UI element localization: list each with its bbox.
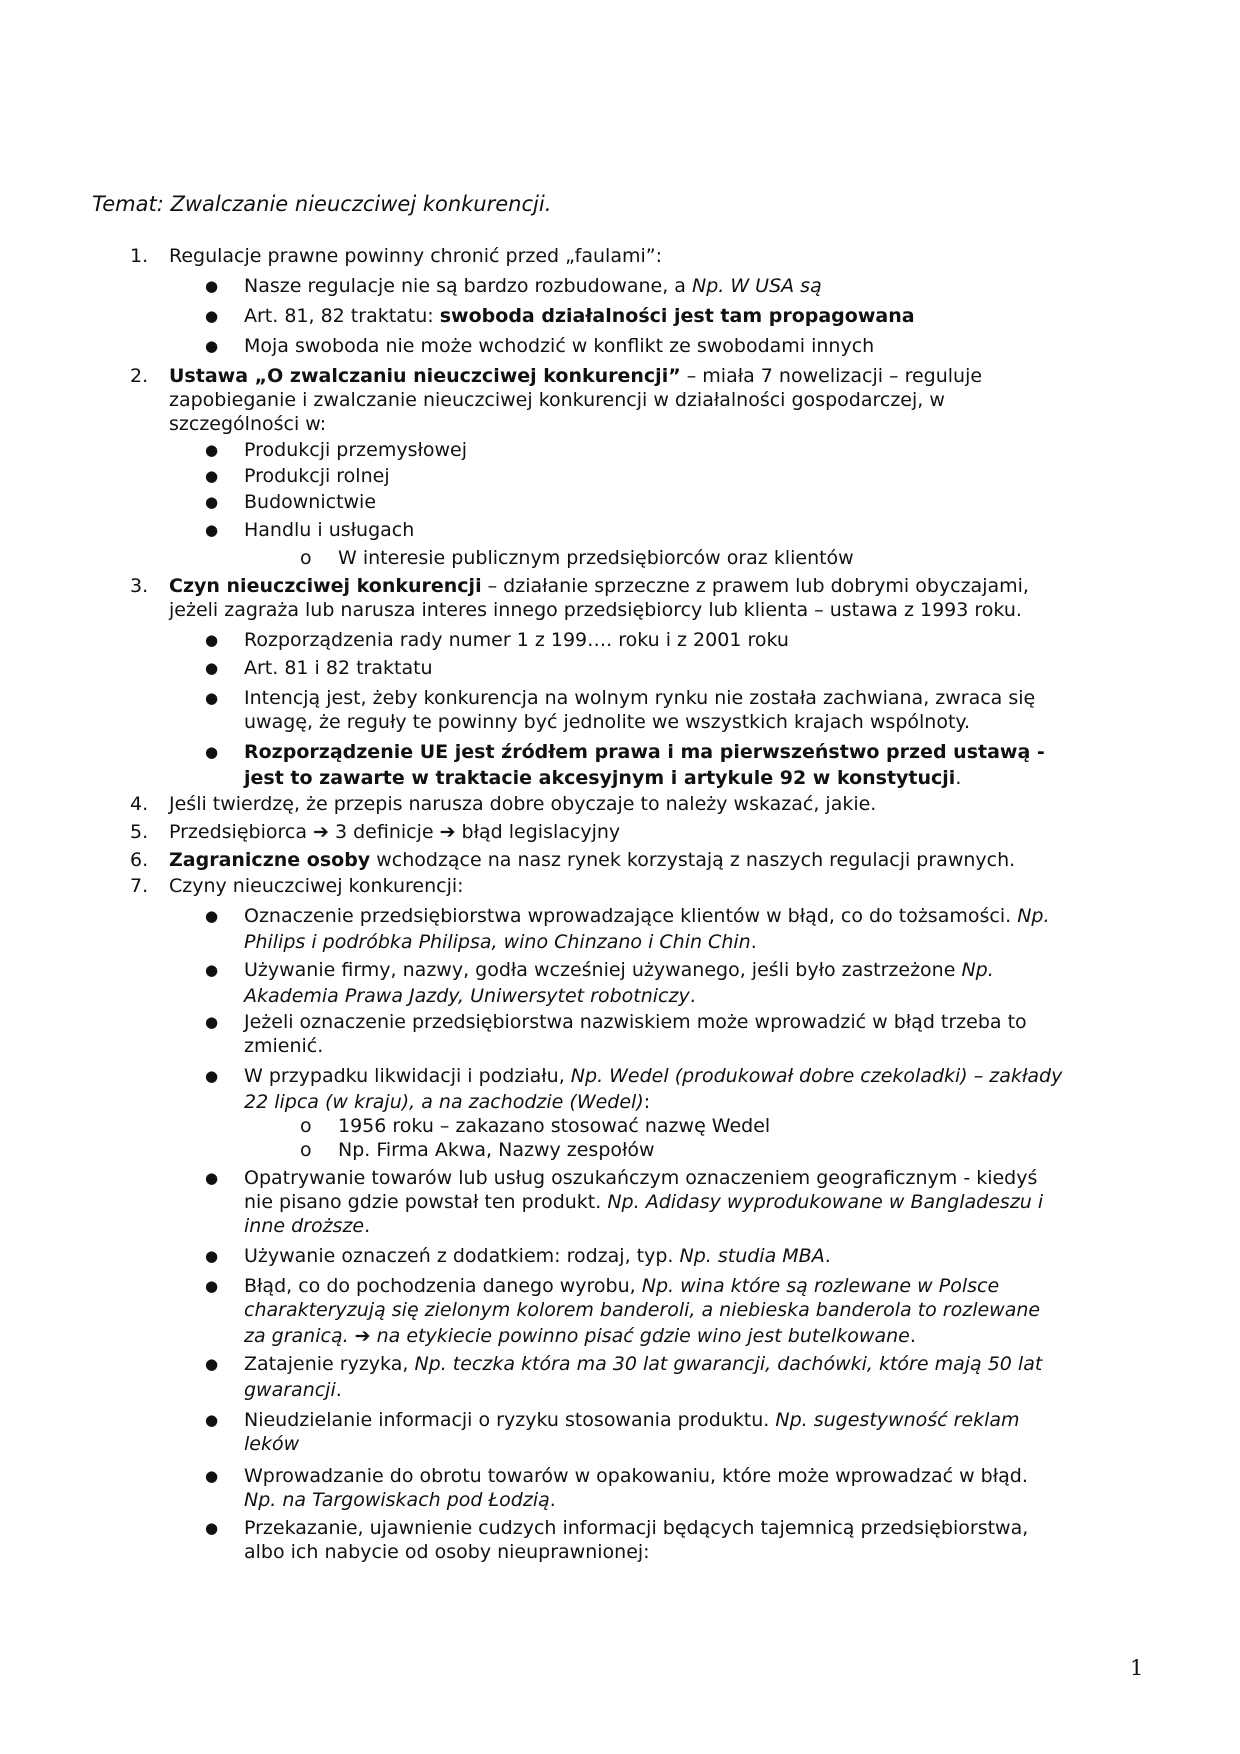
text-run: Oznaczenie przedsiębiorstwa wprowadzające klientów w błąd, co do tożsamości. bbox=[244, 905, 1018, 927]
list-number: 7. bbox=[130, 875, 149, 897]
line-text bbox=[169, 848, 1015, 872]
line-text bbox=[244, 1488, 556, 1512]
text-run: jest to zawarte w traktacie akcesyjnym i artykule 92 w konstytucji bbox=[244, 767, 956, 789]
bullet-icon: ● bbox=[205, 1067, 219, 1085]
bullet-icon: ● bbox=[205, 1013, 219, 1031]
text-run: Ustawa „O zwalczaniu nieuczciwej konkurencji” bbox=[169, 365, 681, 387]
text-run: Używanie firmy, nazwy, godła wcześniej używanego, jeśli było zastrzeżone bbox=[244, 959, 962, 981]
line-text bbox=[244, 304, 915, 328]
text-run: . bbox=[955, 767, 962, 789]
text-run: Jeśli twierdzę, że przepis narusza dobre obyczaje to należy wskazać, jakie. bbox=[169, 793, 877, 815]
text-run: jeżeli zagraża lub narusza interes innego przedsiębiorcy lub klienta – ustawa z 1993 roku. bbox=[169, 599, 1022, 621]
text-run: 22 lipca (w kraju), a na zachodzie (Wedel) bbox=[244, 1091, 644, 1113]
text-run: . bbox=[909, 1325, 916, 1347]
line-text bbox=[244, 686, 1035, 710]
bullet-icon: ● bbox=[205, 659, 219, 677]
text-run: – działanie sprzeczne z prawem lub dobrymi obyczajami, bbox=[481, 575, 1029, 597]
text-run: Błąd, co do pochodzenia danego wyrobu, bbox=[244, 1275, 642, 1297]
bullet-icon: ● bbox=[205, 337, 219, 355]
line-text bbox=[244, 274, 822, 298]
bullet-icon: ● bbox=[205, 1519, 219, 1537]
text-run: uwagę, że reguły te powinny być jednolite we wszystkich krajach wspólnoty. bbox=[244, 711, 970, 733]
bullet-icon: ● bbox=[205, 1467, 219, 1485]
line-text bbox=[244, 1274, 999, 1298]
list-number: 6. bbox=[130, 849, 149, 871]
line-text bbox=[338, 546, 854, 570]
line-text bbox=[244, 1090, 650, 1114]
line-text bbox=[169, 792, 876, 816]
text-run: Handlu i usługach bbox=[244, 519, 415, 541]
text-run: albo ich nabycie od osoby nieuprawnionej: bbox=[244, 1541, 650, 1563]
text-run: Np. bbox=[961, 959, 994, 981]
text-run: Zatajenie ryzyka, bbox=[244, 1353, 415, 1375]
text-run: swoboda działalności jest tam propagowana bbox=[439, 305, 915, 327]
line-text bbox=[244, 464, 390, 488]
text-run: zmienić. bbox=[244, 1035, 324, 1057]
line-text bbox=[244, 628, 789, 652]
line-text bbox=[244, 958, 994, 982]
text-run: Opatrywanie towarów lub usług oszukańczym oznaczeniem geograficznym - kiedyś bbox=[244, 1167, 1038, 1189]
line-text bbox=[244, 766, 961, 790]
line-text bbox=[169, 598, 1022, 622]
text-run: Np. teczka która ma 30 lat gwarancji, dachówki, które mają 50 lat bbox=[414, 1353, 1043, 1375]
sub-bullet-marker: o bbox=[300, 547, 312, 569]
page-title: Temat: Zwalczanie nieuczciwej konkurencji. bbox=[92, 192, 552, 216]
line-text bbox=[244, 1432, 299, 1456]
line-text bbox=[169, 574, 1029, 598]
bullet-icon: ● bbox=[205, 1247, 219, 1265]
text-run: W przypadku likwidacji i podziału, bbox=[244, 1065, 571, 1087]
bullet-icon: ● bbox=[205, 689, 219, 707]
bullet-icon: ● bbox=[205, 521, 219, 539]
bullet-icon: ● bbox=[205, 441, 219, 459]
line-text bbox=[244, 930, 757, 954]
line-text bbox=[169, 820, 620, 844]
bullet-icon: ● bbox=[205, 631, 219, 649]
bullet-icon: ● bbox=[205, 493, 219, 511]
text-run: Philips i podróbka Philipsa, wino Chinzano i Chin Chin bbox=[244, 931, 751, 953]
line-text bbox=[244, 490, 376, 514]
text-run: Np. studia MBA bbox=[679, 1245, 825, 1267]
text-run: Np. wina które są rozlewane w Polsce bbox=[641, 1275, 1000, 1297]
line-text bbox=[244, 1244, 831, 1268]
line-text bbox=[244, 1166, 1037, 1190]
bullet-icon: ● bbox=[205, 743, 219, 761]
line-text bbox=[244, 656, 433, 680]
text-run: . bbox=[689, 985, 696, 1007]
text-run: Art. 81 i 82 traktatu bbox=[244, 657, 433, 679]
text-run: – miała 7 nowelizacji – reguluje bbox=[680, 365, 983, 387]
text-run: Akademia Prawa Jazdy, Uniwersytet robotniczy bbox=[244, 985, 690, 1007]
text-run: 1956 roku – zakazano stosować nazwę Wedel bbox=[338, 1115, 771, 1137]
text-run: Intencją jest, żeby konkurencja na wolnym rynku nie została zachwiana, zwraca się bbox=[244, 687, 1036, 709]
text-run: Np. na Targowiskach pod Łodzią bbox=[244, 1489, 550, 1511]
text-run: Produkcji rolnej bbox=[244, 465, 390, 487]
text-run: Np. bbox=[1017, 905, 1050, 927]
line-text bbox=[338, 1138, 655, 1162]
text-run: Np. W USA są bbox=[691, 275, 822, 297]
line-text bbox=[244, 1010, 1027, 1034]
text-run: . bbox=[824, 1245, 831, 1267]
text-run: szczególności w: bbox=[169, 413, 327, 435]
line-text bbox=[244, 984, 696, 1008]
line-text bbox=[244, 334, 874, 358]
text-run: . bbox=[750, 931, 757, 953]
line-text bbox=[244, 1408, 1020, 1432]
line-text bbox=[244, 1352, 1042, 1376]
text-run: nie pisano gdzie powstał ten produkt. bbox=[244, 1191, 608, 1213]
text-run: leków bbox=[244, 1433, 300, 1455]
bullet-icon: ● bbox=[205, 277, 219, 295]
line-text bbox=[244, 1464, 1028, 1488]
sub-bullet-marker: o bbox=[300, 1139, 312, 1161]
line-text bbox=[244, 1298, 1040, 1322]
text-run: Czyny nieuczciwej konkurencji: bbox=[169, 875, 464, 897]
text-run: Przekazanie, ujawnienie cudzych informacji będących tajemnicą przedsiębiorstwa, bbox=[244, 1517, 1029, 1539]
text-run: . bbox=[549, 1489, 556, 1511]
text-run: W interesie publicznym przedsiębiorców oraz klientów bbox=[338, 547, 854, 569]
text-run: Produkcji przemysłowej bbox=[244, 439, 468, 461]
list-number: 1. bbox=[130, 245, 149, 267]
text-run: inne droższe bbox=[244, 1215, 365, 1237]
line-text bbox=[244, 1324, 916, 1348]
text-run: Używanie oznaczeń z dodatkiem: rodzaj, typ. bbox=[244, 1245, 680, 1267]
line-text bbox=[244, 710, 970, 734]
text-run: za granicą. ➔ na etykiecie powinno pisać gdzie wino jest butelkowane bbox=[244, 1325, 910, 1347]
text-run: Np. sugestywność reklam bbox=[775, 1409, 1020, 1431]
text-run: Rozporządzenia rady numer 1 z 199…. roku i z 2001 roku bbox=[244, 629, 789, 651]
line-text bbox=[244, 1516, 1028, 1540]
text-run: Przedsiębiorca ➔ 3 definicje ➔ błąd legislacyjny bbox=[169, 821, 621, 843]
bullet-icon: ● bbox=[205, 1169, 219, 1187]
line-text bbox=[169, 388, 945, 412]
line-text bbox=[244, 518, 414, 542]
bullet-icon: ● bbox=[205, 307, 219, 325]
line-text bbox=[244, 1034, 323, 1058]
text-run: zapobieganie i zwalczanie nieuczciwej konkurencji w działalności gospodarczej, w bbox=[169, 389, 945, 411]
text-run: . bbox=[335, 1379, 342, 1401]
text-run: . bbox=[364, 1215, 371, 1237]
list-number: 2. bbox=[130, 365, 149, 387]
sub-bullet-marker: o bbox=[300, 1115, 312, 1137]
line-text bbox=[244, 904, 1050, 928]
text-run: Regulacje prawne powinny chronić przed „faulami”: bbox=[169, 245, 662, 267]
text-run: wchodzące na nasz rynek korzystają z naszych regulacji prawnych. bbox=[370, 849, 1016, 871]
text-run: Nieudzielanie informacji o ryzyku stosowania produktu. bbox=[244, 1409, 776, 1431]
text-run: Nasze regulacje nie są bardzo rozbudowane, a bbox=[244, 275, 692, 297]
bullet-icon: ● bbox=[205, 1411, 219, 1429]
bullet-icon: ● bbox=[205, 1277, 219, 1295]
text-run: gwarancji bbox=[244, 1379, 336, 1401]
line-text bbox=[169, 412, 326, 436]
line-text bbox=[244, 438, 467, 462]
bullet-icon: ● bbox=[205, 961, 219, 979]
list-number: 5. bbox=[130, 821, 149, 843]
line-text bbox=[244, 1378, 342, 1402]
line-text bbox=[244, 1064, 1062, 1088]
bullet-icon: ● bbox=[205, 907, 219, 925]
line-text bbox=[244, 1214, 370, 1238]
line-text bbox=[244, 1540, 650, 1564]
text-run: charakteryzują się zielonym kolorem banderoli, a niebieska banderola to rozlewane bbox=[244, 1299, 1041, 1321]
list-number: 4. bbox=[130, 793, 149, 815]
line-text bbox=[244, 740, 1045, 764]
bullet-icon: ● bbox=[205, 1355, 219, 1373]
text-run: Np. Adidasy wyprodukowane w Bangladeszu i bbox=[607, 1191, 1044, 1213]
text-run: Budownictwie bbox=[244, 491, 377, 513]
line-text bbox=[169, 364, 982, 388]
text-run: Czyn nieuczciwej konkurencji bbox=[169, 575, 482, 597]
text-run: Wprowadzanie do obrotu towarów w opakowaniu, które może wprowadzać w błąd. bbox=[244, 1465, 1028, 1487]
text-run: : bbox=[643, 1091, 651, 1113]
text-run: Art. 81, 82 traktatu: bbox=[244, 305, 440, 327]
text-run: Jeżeli oznaczenie przedsiębiorstwa nazwiskiem może wprowadzić w błąd trzeba to bbox=[244, 1011, 1027, 1033]
text-run: Np. Wedel (produkował dobre czekoladki) – zakłady bbox=[570, 1065, 1063, 1087]
text-run: Moja swoboda nie może wchodzić w konflikt ze swobodami innych bbox=[244, 335, 875, 357]
line-text bbox=[244, 1190, 1043, 1214]
line-text bbox=[169, 244, 662, 268]
line-text bbox=[169, 874, 464, 898]
text-run: Zagraniczne osoby bbox=[169, 849, 371, 871]
page-number: 1 bbox=[1130, 1656, 1144, 1680]
line-text bbox=[338, 1114, 770, 1138]
text-run: Rozporządzenie UE jest źródłem prawa i ma pierwszeństwo przed ustawą - bbox=[244, 741, 1045, 763]
text-run: Np. Firma Akwa, Nazwy zespołów bbox=[338, 1139, 655, 1161]
list-number: 3. bbox=[130, 575, 149, 597]
bullet-icon: ● bbox=[205, 467, 219, 485]
